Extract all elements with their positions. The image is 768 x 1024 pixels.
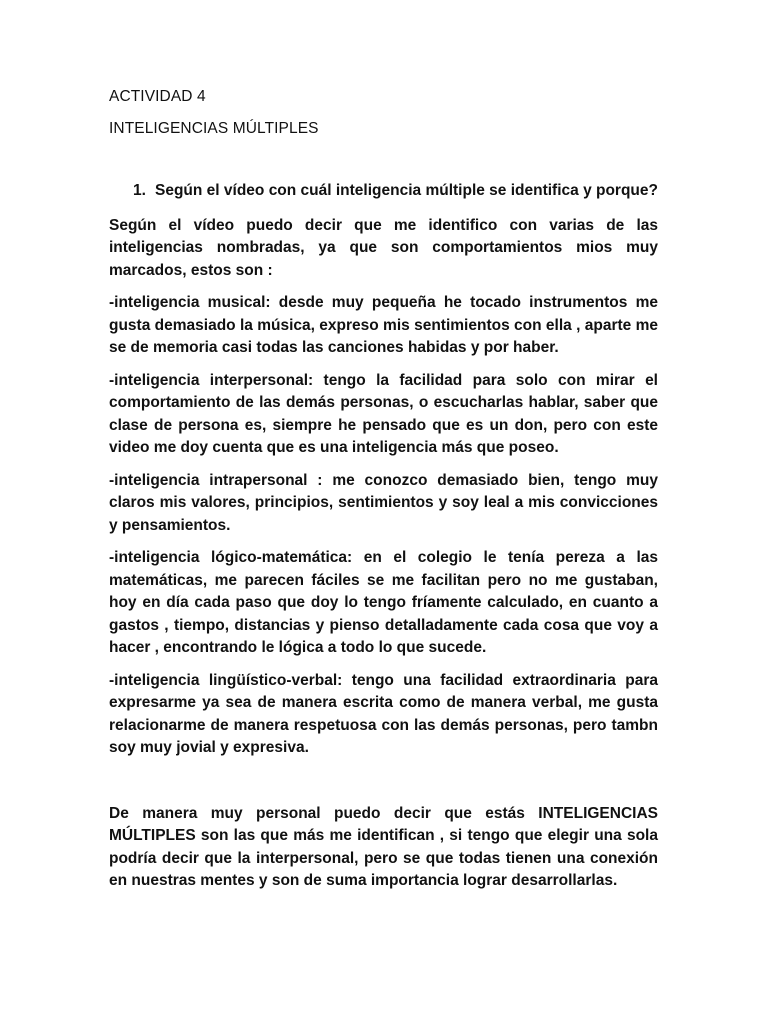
question-number: 1.	[133, 182, 146, 199]
intrapersonal-intelligence-paragraph: -inteligencia intrapersonal : me conozco demasiado bien, tengo muy claros mis valores, principios, sentimientos y soy leal a mis convicciones y pensamientos.	[109, 471, 658, 534]
interpersonal-intelligence-paragraph: -inteligencia interpersonal: tengo la facilidad para solo con mirar el comportamiento de las demás personas, o escucharlas hablar, saber que clase de persona es, siempre he pensado que es un don, pero con este video me doy cuenta que es una inteligencia más que poseo.	[109, 371, 658, 456]
document-page	[109, 86, 658, 903]
musical-intelligence-paragraph: -inteligencia musical: desde muy pequeña he tocado instrumentos me gusta demasiado la música, expreso mis sentimientos con ella , aparte me se de memoria casi todas las canciones habidas y por haber.	[109, 294, 658, 356]
conclusion-paragraph: De manera muy personal puedo decir que estás INTELIGENCIAS MÚLTIPLES son las que más me identifican , si tengo que elegir una sola podría decir que la interpersonal, pero se que todas tienen una conexión en nuestras mentes y son de suma importancia lograr desarrollarlas.	[109, 804, 658, 889]
question-item	[133, 180, 658, 203]
document-title: ACTIVIDAD 4	[109, 88, 206, 105]
linguistic-verbal-intelligence-paragraph: -inteligencia lingüístico-verbal: tengo una facilidad extraordinaria para expresarme ya sea de manera escrita como de manera verbal, me gusta relacionarme de manera respetuosa con las demás personas, pero tambn soy muy jovial y expresiva.	[109, 671, 658, 756]
answer-intro-paragraph: Según el vídeo puedo decir que me identifico con varias de las inteligencias nombradas, ya que son comportamientos mios muy marcados, estos son :	[109, 216, 658, 279]
question-list	[109, 180, 658, 203]
document-subtitle: INTELIGENCIAS MÚLTIPLES	[109, 120, 319, 137]
logical-mathematical-intelligence-paragraph: -inteligencia lógico-matemática: en el colegio le tenía pereza a las matemáticas, me parecen fáciles se me facilitan pero no me gustaban, hoy en día cada paso que doy lo tengo fríamente calculado, en cuanto a gastos , tiempo, distancias y pienso detalladamente cada cosa que voy a hacer , encontrando le lógica a todo lo que sucede.	[109, 549, 658, 656]
question-text: Según el vídeo con cuál inteligencia múltiple se identifica y porque?	[155, 182, 658, 199]
